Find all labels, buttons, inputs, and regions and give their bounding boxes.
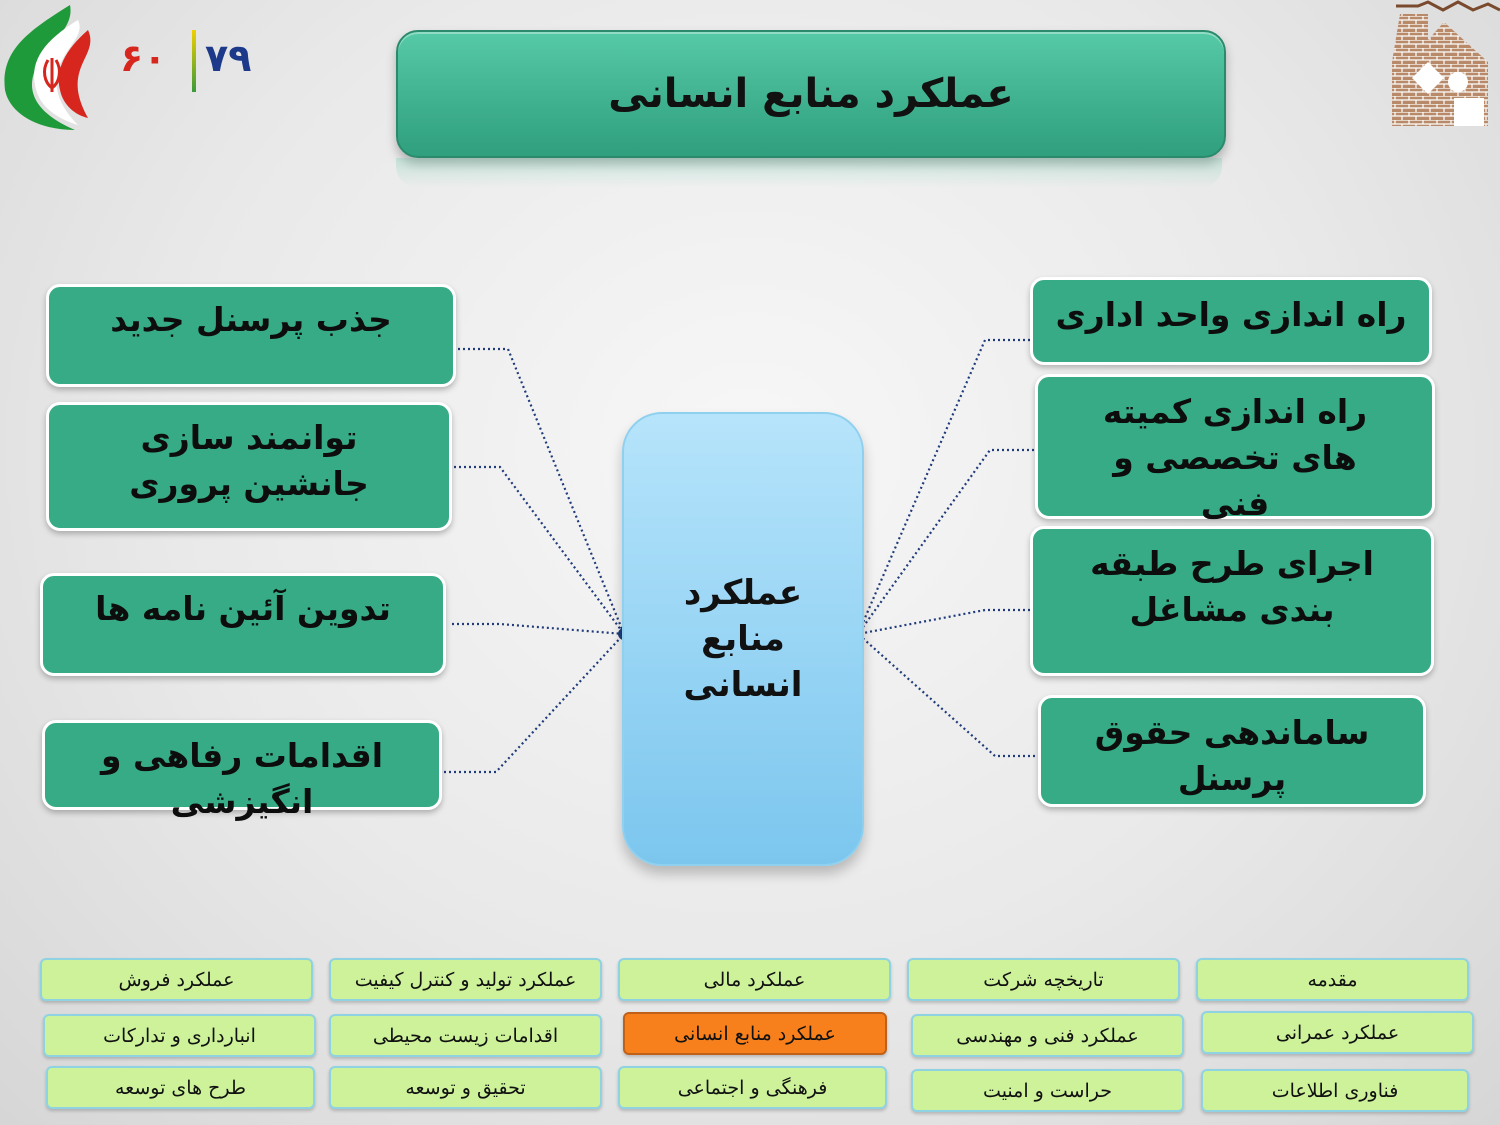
nav-culture-button[interactable] <box>618 1066 887 1109</box>
link-right-3 <box>858 610 1030 634</box>
link-right-2 <box>858 450 1034 634</box>
nav-intro-label: مقدمه <box>1307 968 1358 991</box>
nav-production-label: عملکرد تولید و کنترل کیفیت <box>354 968 577 991</box>
topic-left-3 <box>40 573 446 676</box>
topic-right-3 <box>1030 526 1434 676</box>
link-right-4 <box>858 634 1040 756</box>
topic-left-3-label: تدوین آئین نامه ها <box>95 589 391 628</box>
topic-left-2-label: توانمند سازی جانشین پروری <box>129 418 369 503</box>
nav-history-button[interactable] <box>907 958 1180 1001</box>
nav-development-label: طرح های توسعه <box>115 1076 247 1099</box>
topic-right-2 <box>1035 374 1435 523</box>
link-left-2 <box>454 467 624 634</box>
center-node <box>622 412 864 866</box>
nav-research-button[interactable] <box>329 1066 602 1109</box>
nav-engineering-button[interactable] <box>911 1014 1184 1057</box>
nav-security-button[interactable] <box>911 1069 1184 1112</box>
nav-finance-label: عملکرد مالی <box>703 968 806 991</box>
topic-right-4 <box>1038 695 1426 807</box>
year-end: ۷۹ <box>205 36 252 80</box>
nav-construction-button[interactable] <box>1201 1011 1474 1054</box>
nav-culture-label: فرهنگی و اجتماعی <box>677 1076 828 1099</box>
nav-sales-label: عملکرد فروش <box>118 968 235 991</box>
slide-title: عملکرد منابع انسانی <box>608 71 1014 117</box>
link-right-1 <box>858 340 1030 634</box>
topic-right-1-label: راه اندازی واحد اداری <box>1055 295 1407 334</box>
nav-warehouse-label: انبارداری و تدارکات <box>103 1024 256 1047</box>
year-start: ۶۰ <box>120 36 167 80</box>
nav-development-button[interactable] <box>46 1066 315 1109</box>
link-left-3 <box>452 624 624 634</box>
nav-security-label: حراست و امنیت <box>983 1079 1112 1102</box>
nav-it-label: فناوری اطلاعات <box>1271 1079 1399 1102</box>
topic-left-2 <box>46 402 452 531</box>
center-node-label: عملکرد منابع انسانی <box>683 573 803 705</box>
nav-hr-label: عملکرد منابع انسانی <box>674 1022 836 1045</box>
nav-environment-button[interactable] <box>329 1014 602 1057</box>
link-left-4 <box>444 634 624 772</box>
nav-intro-button[interactable] <box>1196 958 1469 1001</box>
nav-finance-button[interactable] <box>618 958 891 1001</box>
nav-hr-button[interactable] <box>623 1012 887 1055</box>
topic-right-4-label: ساماندهی حقوق پرسنل <box>1094 713 1370 798</box>
topic-left-1 <box>46 284 456 387</box>
nav-research-label: تحقیق و توسعه <box>405 1076 526 1099</box>
nav-warehouse-button[interactable] <box>43 1014 316 1057</box>
topic-right-3-label: اجرای طرح طبقه بندی مشاغل <box>1090 544 1374 629</box>
topic-right-2-label: راه اندازی کمیته های تخصصی و فنی <box>1102 392 1368 523</box>
nav-environment-label: اقدامات زیست محیطی <box>372 1024 559 1047</box>
topic-left-1-label: جذب پرسنل جدید <box>110 300 392 339</box>
link-left-1 <box>458 349 624 634</box>
nav-it-button[interactable] <box>1201 1069 1469 1112</box>
nav-production-button[interactable] <box>329 958 602 1001</box>
nav-construction-label: عملکرد عمرانی <box>1275 1021 1400 1044</box>
topic-left-4 <box>42 720 442 821</box>
topic-right-1 <box>1030 277 1432 365</box>
nav-engineering-label: عملکرد فنی و مهندسی <box>956 1024 1139 1047</box>
nav-history-label: تاریخچه شرکت <box>983 968 1104 991</box>
topic-left-4-label: اقدامات رفاهی و انگیزشی <box>100 736 384 821</box>
nav-sales-button[interactable] <box>40 958 313 1001</box>
